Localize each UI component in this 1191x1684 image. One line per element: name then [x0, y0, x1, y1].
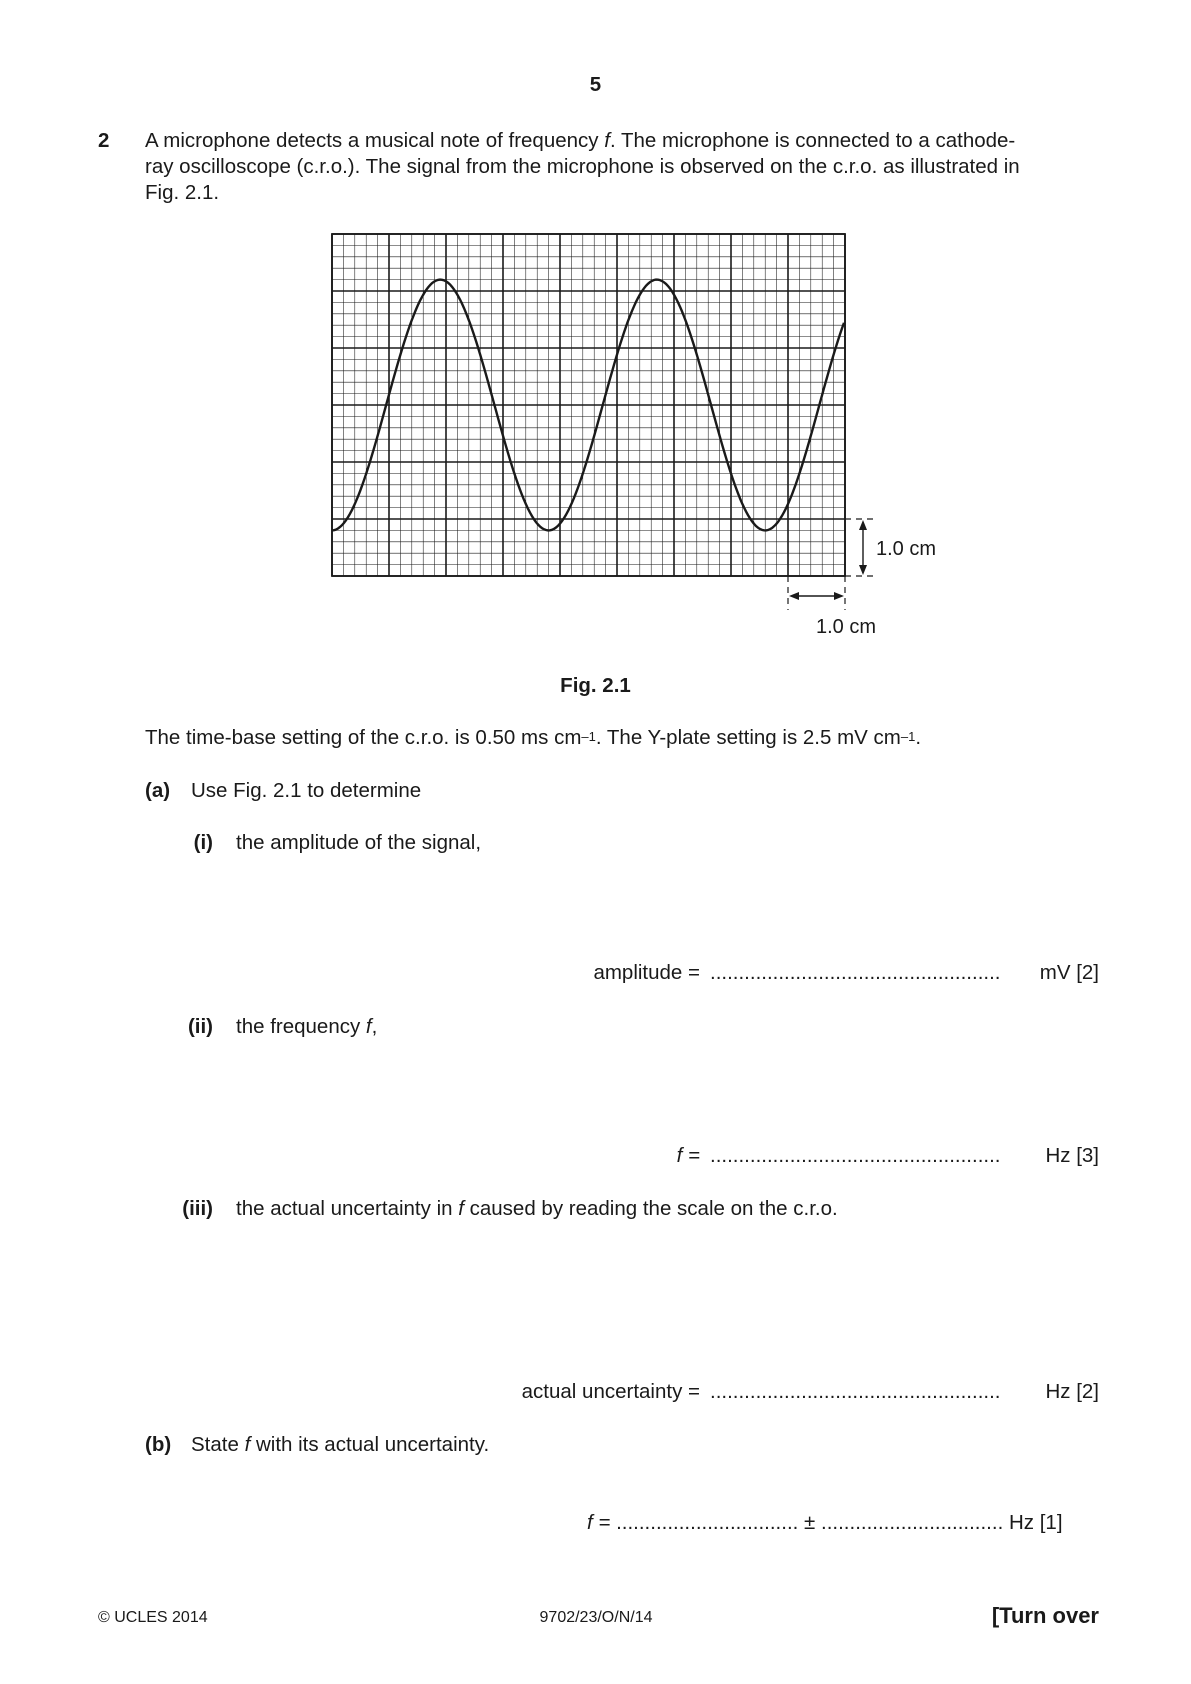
- amplitude-answer-label: amplitude =: [593, 961, 700, 984]
- horizontal-scale-label: 1.0 cm: [816, 616, 877, 638]
- yplate-units: mV cm: [837, 726, 901, 749]
- oscilloscope-screen: [300, 225, 980, 645]
- part-a-ii-label: (ii): [187, 1015, 213, 1038]
- final-value-field[interactable]: ................................: [616, 1511, 799, 1534]
- settings-line: [145, 725, 921, 751]
- timebase-exponent: –1: [581, 729, 596, 744]
- part-a-iii-symbol-f: f: [458, 1197, 464, 1220]
- part-b-symbol-f: f: [244, 1433, 251, 1456]
- horizontal-arrow-head-left: [789, 592, 799, 600]
- question-line-1-text-b: . The microphone is connected to a cathode-: [609, 129, 1016, 152]
- frequency-answer-field[interactable]: ...................................................: [710, 1144, 1001, 1167]
- part-a-ii-text-b: ,: [371, 1015, 378, 1038]
- figure-caption: Fig. 2.1: [560, 674, 631, 697]
- uncertainty-answer-field[interactable]: ...................................................: [710, 1380, 1001, 1403]
- part-a-iii-label: (iii): [182, 1197, 213, 1220]
- part-a-label: (a): [145, 779, 171, 802]
- part-b-text: [191, 1432, 489, 1458]
- part-a-i-text: the amplitude of the signal,: [236, 831, 482, 854]
- uncertainty-answer-units: Hz [2]: [1045, 1380, 1099, 1403]
- plus-minus-symbol: ±: [804, 1511, 816, 1534]
- question-number: 2: [98, 129, 110, 152]
- part-a-iii-text-b: caused by reading the scale on the c.r.o.: [463, 1197, 838, 1220]
- vertical-arrow-head-up: [859, 520, 867, 530]
- part-a-i-label: (i): [193, 831, 213, 854]
- question-line-1-text-a: A microphone detects a musical note of frequency: [145, 129, 605, 152]
- part-a-text: Use Fig. 2.1 to determine: [191, 779, 422, 802]
- settings-end: .: [915, 726, 922, 749]
- frequency-answer-units: Hz [3]: [1045, 1144, 1099, 1167]
- question-line-2: ray oscilloscope (c.r.o.). The signal from the microphone is observed on the c.r.o. as illustrated in: [145, 155, 1020, 178]
- final-answer-label: f =: [587, 1511, 611, 1534]
- question-line-1: [145, 128, 1015, 154]
- final-uncertainty-field[interactable]: ................................: [821, 1511, 1004, 1534]
- vertical-arrow-head-down: [859, 565, 867, 575]
- timebase-units: ms cm: [521, 726, 582, 749]
- part-a-ii-text: [236, 1014, 377, 1040]
- yplate-text: . The Y-plate setting is 2.5: [595, 726, 832, 749]
- page-number: 5: [589, 73, 602, 96]
- part-a-iii-text-a: the actual uncertainty in: [236, 1197, 459, 1220]
- turn-over-label: [Turn over: [991, 1603, 1099, 1628]
- frequency-answer-label: f =: [676, 1144, 700, 1167]
- part-b-text-b: with its actual uncertainty.: [250, 1433, 490, 1456]
- oscilloscope-figure: [300, 225, 980, 645]
- footer-copyright: © UCLES 2014: [98, 1609, 208, 1626]
- final-answer-units: Hz [1]: [1008, 1511, 1063, 1534]
- final-answer-row: [587, 1510, 1063, 1536]
- yplate-exponent: –1: [900, 729, 916, 744]
- part-b-label: (b): [145, 1433, 172, 1456]
- horizontal-arrow-head-right: [834, 592, 844, 600]
- amplitude-answer-field[interactable]: ...................................................: [710, 961, 1001, 984]
- timebase-text: The time-base setting of the c.r.o. is 0.50: [145, 726, 516, 749]
- part-b-text-a: State: [191, 1433, 245, 1456]
- question-line-1-symbol-f: f: [604, 129, 610, 152]
- vertical-scale-label: 1.0 cm: [876, 538, 937, 560]
- part-a-ii-symbol-f: f: [365, 1015, 372, 1038]
- amplitude-answer-units: mV [2]: [1039, 961, 1099, 984]
- part-a-ii-text-a: the frequency: [236, 1015, 366, 1038]
- footer-paper-code: 9702/23/O/N/14: [539, 1609, 653, 1626]
- question-line-3: Fig. 2.1.: [145, 181, 220, 204]
- uncertainty-answer-label: actual uncertainty =: [521, 1380, 700, 1403]
- oscilloscope-grid: [332, 234, 845, 576]
- part-a-iii-text: [236, 1196, 838, 1222]
